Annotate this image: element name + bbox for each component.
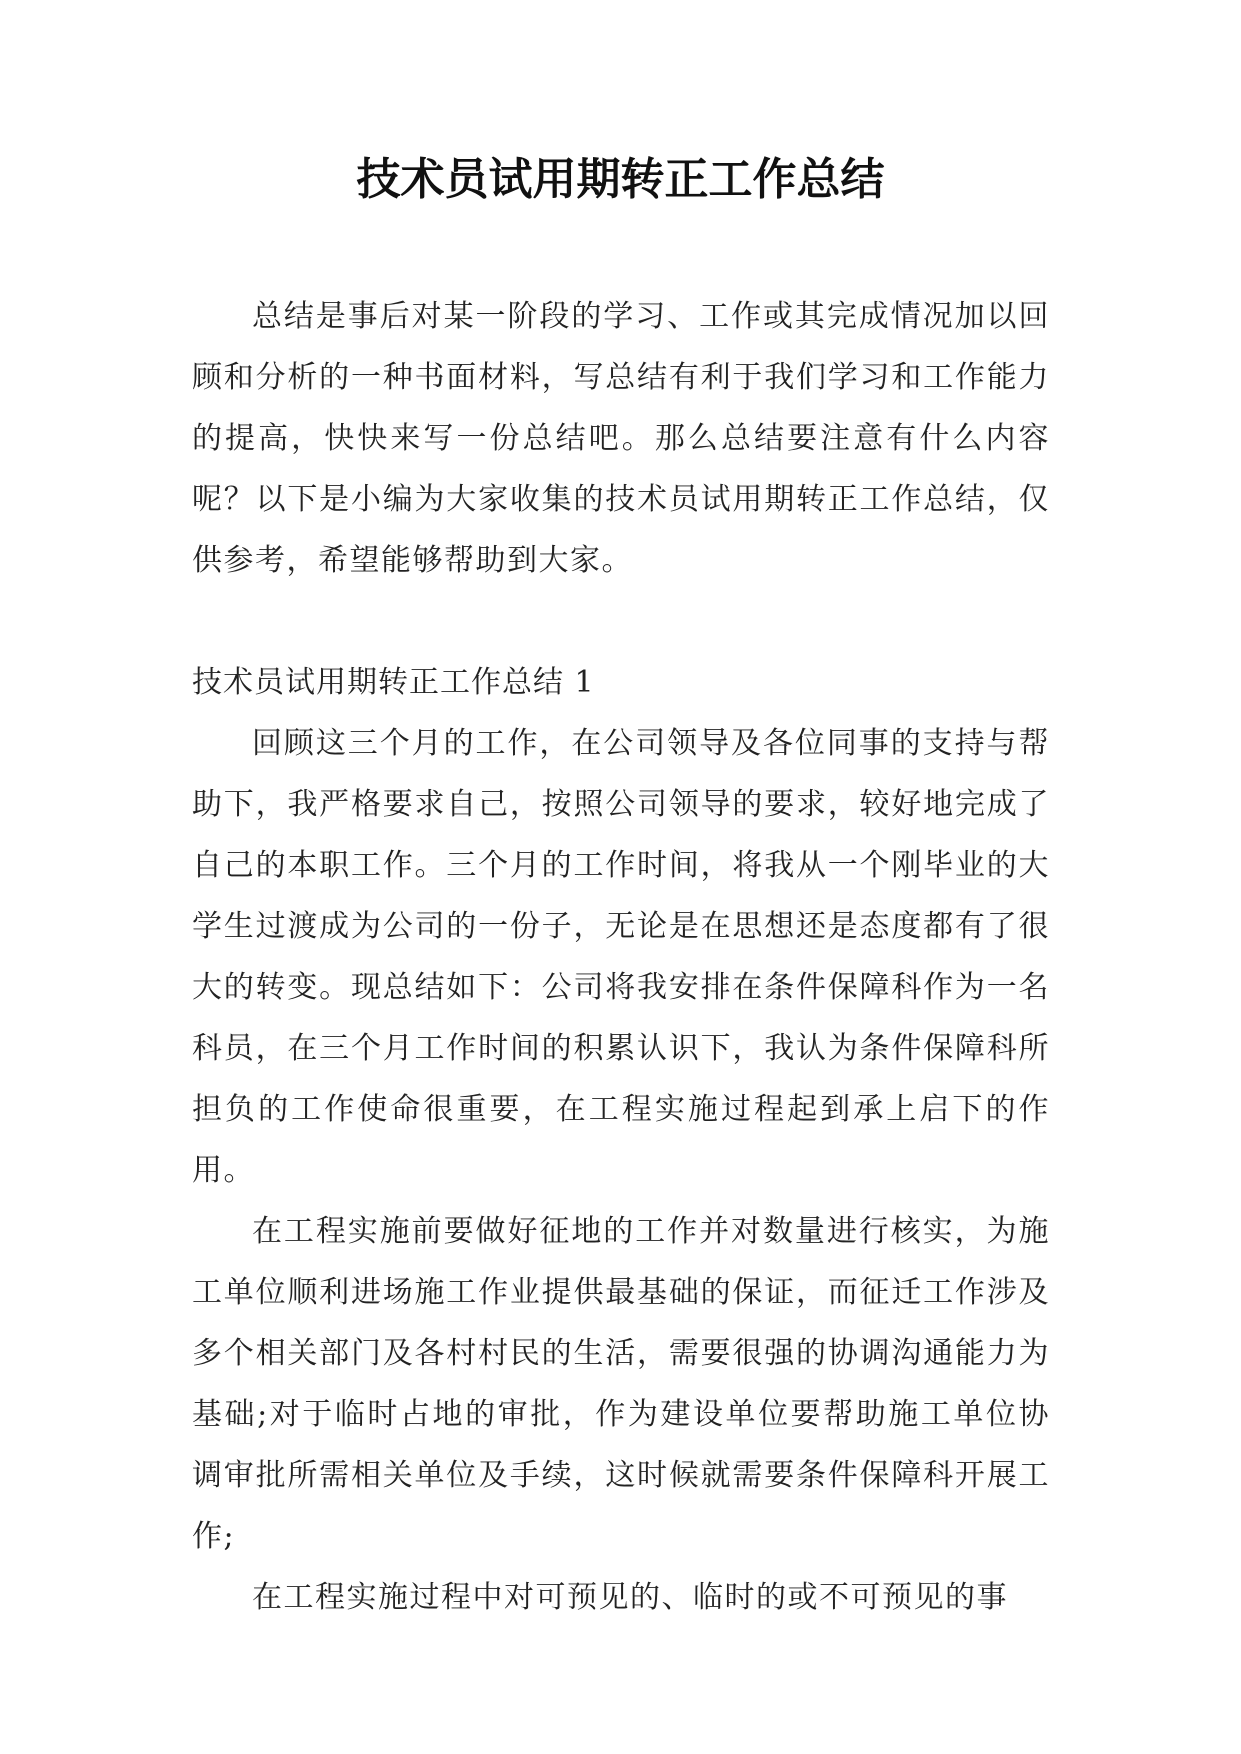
intro-paragraph: 总结是事后对某一阶段的学习、工作或其完成情况加以回顾和分析的一种书面材料，写总结有利于我们学习和工作能力的提高，快快来写一份总结吧。那么总结要注意有什么内容呢？以下是小编为大家收集的技术员试用期转正工作总结，仅供参考，希望能够帮助到大家。 [192, 299, 1050, 578]
document-title: 技术员试用期转正工作总结 [356, 154, 885, 205]
body-paragraph-3: 在工程实施过程中对可预见的、临时的或不可预见的事 [252, 1580, 1008, 1615]
body-paragraph-1: 回顾这三个月的工作，在公司领导及各位同事的支持与帮助下，我严格要求自己，按照公司领导的要求，较好地完成了自己的本职工作。三个月的工作时间，将我从一个刚毕业的大学生过渡成为公司的一份子，无论是在思想还是态度都有了很大的转变。现总结如下：公司将我安排在条件保障科作为一名科员，在三个月工作时间的积累认识下，我认为条件保障科所担负的工作使命很重要，在工程实施过程起到承上启下的作用。 [192, 726, 1050, 1188]
section-heading: 技术员试用期转正工作总结 1 [192, 665, 595, 700]
body-paragraph-2: 在工程实施前要做好征地的工作并对数量进行核实，为施工单位顺利进场施工作业提供最基础的保证，而征迁工作涉及多个相关部门及各村村民的生活，需要很强的协调沟通能力为基础;对于临时占地的审批，作为建设单位要帮助施工单位协调审批所需相关单位及手续，这时候就需要条件保障科开展工作; [192, 1214, 1050, 1554]
document-body [192, 286, 1050, 1628]
